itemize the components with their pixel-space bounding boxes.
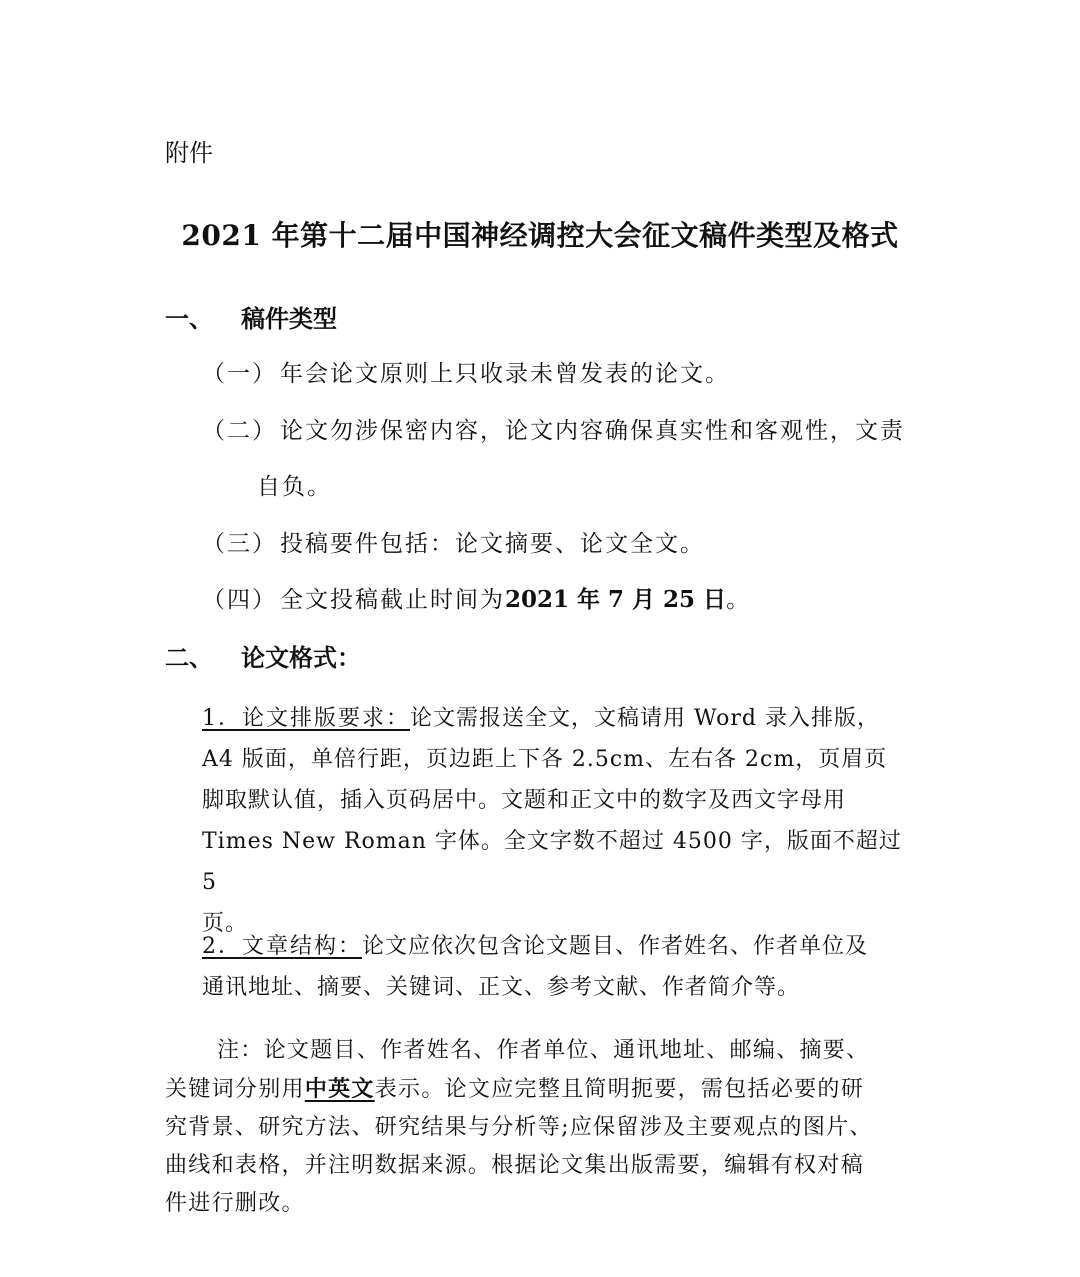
note-line: 件进行删改。 [165,1191,305,1216]
section-1-heading [165,299,565,333]
note-line: 究背景、研究方法、研究结果与分析等;应保留涉及主要观点的图片、 [165,1115,873,1140]
article-structure-paragraph [202,926,922,1008]
list-item [202,355,922,385]
list-item-text: 投稿要件包括：论文摘要、论文全文。 [280,531,705,557]
list-item-marker: （一） [202,361,277,387]
paragraph-text: 论文应依次包含论文题目、作者姓名、作者单位及 [362,934,869,959]
paragraph-line [202,698,922,739]
deadline-prefix: 全文投稿截止时间为 [280,587,505,613]
document-title: 2021 年第十二届中国神经调控大会征文稿件类型及格式 [181,219,899,252]
note-line: 曲线和表格，并注明数据来源。根据论文集出版需要，编辑有权对稿 [165,1153,865,1178]
note-text: 关键词分别用 [165,1077,305,1102]
section-2-number: 二、 [165,643,213,672]
section-1-title: 稿件类型 [241,304,337,333]
list-item-text: 年会论文原则上只收录未曾发表的论文。 [280,361,730,387]
deadline-suffix: 。 [726,587,752,613]
list-item-marker: （二） [202,418,277,444]
deadline-date: 2021 年 7 月 25 日 [505,586,727,613]
paragraph-line [202,926,922,967]
paragraph-label: 1．论文排版要求： [202,706,410,731]
list-item-marker: （三） [202,531,277,557]
list-item [202,525,922,555]
note-paragraph [165,1032,925,1223]
paragraph-label: 2．文章结构： [202,934,362,959]
paragraph-line: 通讯地址、摘要、关键词、正文、参考文献、作者简介等。 [202,975,801,1000]
paragraph-line: 页。 [202,911,249,936]
list-item-text [280,581,751,614]
list-item-marker: （四） [202,587,277,613]
note-emphasis: 中英文 [304,1076,375,1102]
list-item [202,412,922,442]
section-2-title: 论文格式： [241,643,361,672]
list-item [202,581,922,611]
paragraph-line: 脚取默认值，插入页码居中。文题和正文中的数字及西文字母用 [202,788,847,813]
list-item-text: 论文勿涉保密内容，论文内容确保真实性和客观性，文责 [280,418,905,444]
attachment-label: 附件 [165,139,213,167]
paragraph-line: Times New Roman 字体。全文字数不超过 4500 字，版面不超过 5 [202,829,902,895]
paragraph-text: 论文需报送全文，文稿请用 Word 录入排版， [410,706,880,731]
section-1-number: 一、 [165,304,213,333]
list-item-continuation: 自负。 [257,474,332,500]
paragraph-line: A4 版面，单倍行距，页边距上下各 2.5cm、左右各 2cm，页眉页 [202,747,888,772]
note-line: 注：论文题目、作者姓名、作者单位、通讯地址、邮编、摘要、 [217,1038,870,1063]
note-text: 表示。论文应完整且简明扼要，需包括必要的研 [374,1077,865,1102]
note-line [165,1070,925,1109]
section-2-heading [165,638,565,672]
layout-requirements-paragraph [202,698,922,944]
